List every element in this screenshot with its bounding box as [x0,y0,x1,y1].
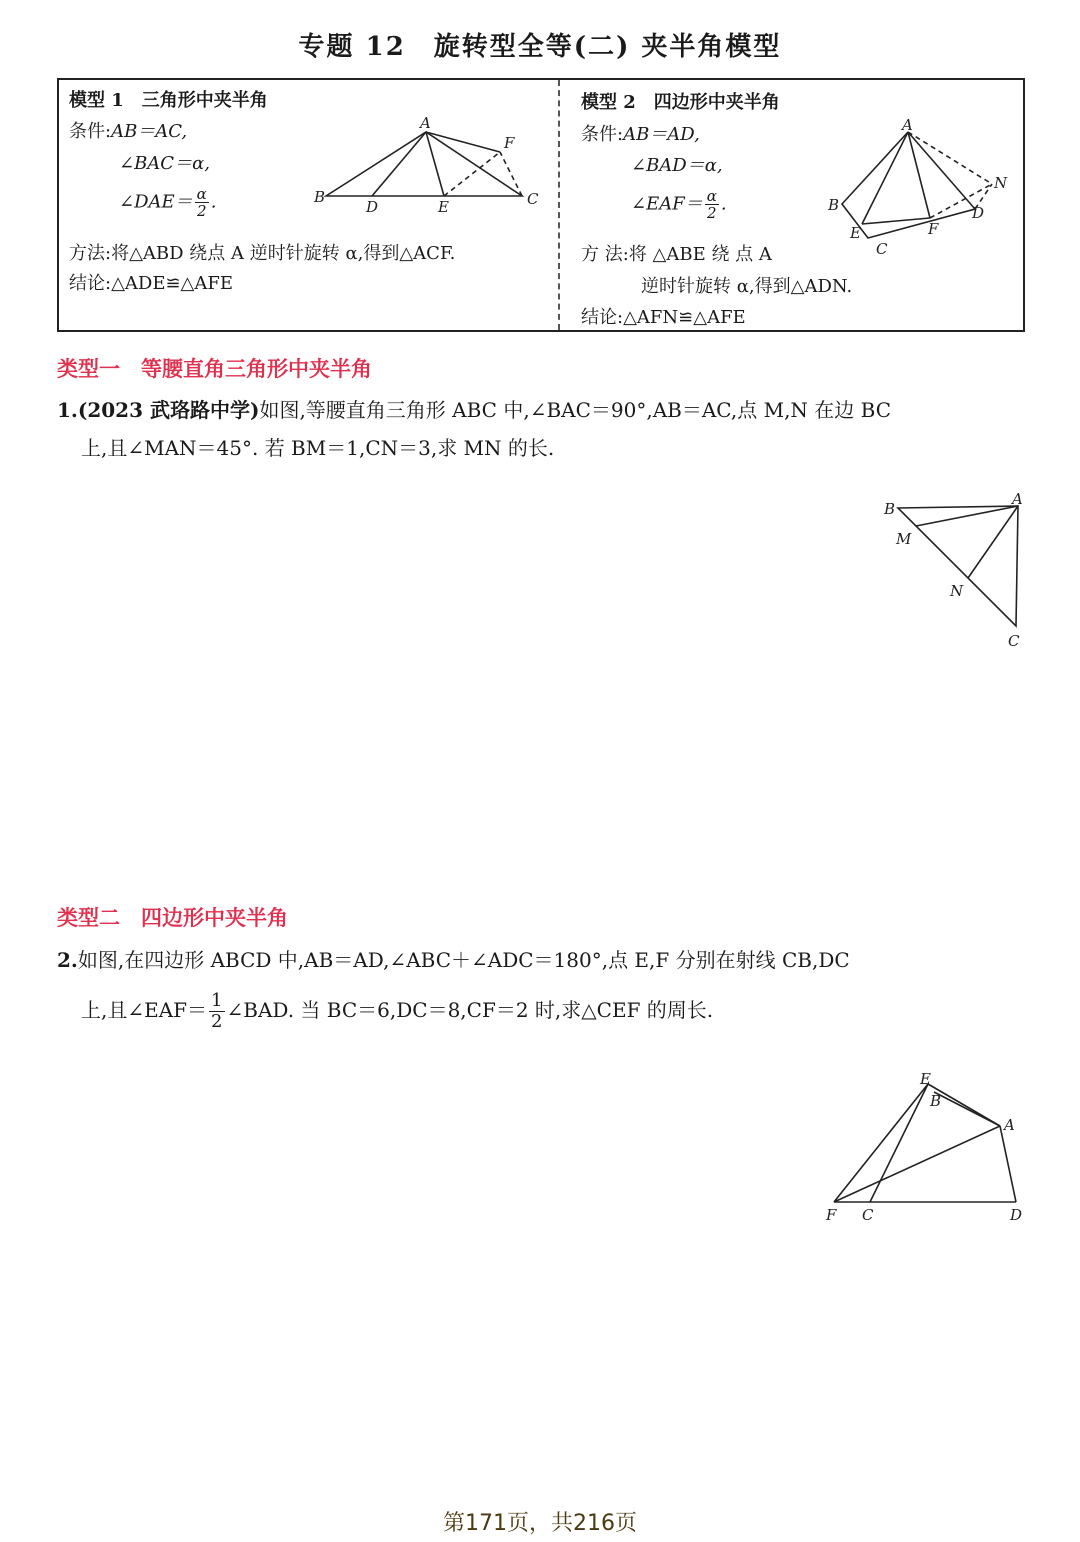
model2-figure [820,114,1020,262]
model1-label-d: D [366,198,379,216]
problem2-line2-prefix: 上,且∠EAF＝ [81,998,208,1022]
figure1-line-an [968,506,1018,578]
model1-method: 方法:将△ABD 绕点 A 逆时针旋转 α,得到△ACF. [69,243,456,264]
model2-label-a: A [902,116,913,134]
model1-label-f: F [504,134,515,152]
figure2-label-d: D [1010,1206,1023,1224]
problem1-line1: 如图,等腰直角三角形 ABC 中,∠BAC＝90°,AB＝AC,点 M,N 在边 BC [259,398,892,422]
model2-condition [581,120,700,146]
model1-cond1: AB＝AC, [111,121,188,142]
model1-label-b: B [314,188,326,206]
model1-line-af [426,132,500,152]
model2-cond2: ∠BAD＝α, [631,155,723,176]
model2-cond1: AB＝AD, [623,124,700,145]
model2-line-ef [862,218,930,224]
model1-label-a: A [420,114,431,132]
problem2-frac-num: 1 [211,990,223,1011]
figure2-line-ad [1000,1126,1016,1202]
model1-condition-label: 条件: [69,121,112,142]
model1-cond3-prefix: ∠DAE＝ [119,191,193,213]
model1-label-e: E [438,198,449,216]
problem1 [57,391,1037,467]
problem2-fraction [209,991,224,1032]
problem2-line2 [57,991,1047,1032]
model2-label-d: D [972,204,985,222]
problem2-line1: 如图,在四边形 ABCD 中,AB＝AD,∠ABC＋∠ADC＝180°,点 E,F 分别在射线 CB,DC [77,948,850,972]
figure2-line-af [834,1126,1000,1202]
model2-label-f: F [928,220,939,238]
model1-conclusion: 结论:△ADE≌△AFE [69,273,234,294]
problem2-line2-suffix: ∠BAD. 当 BC＝6,DC＝8,CF＝2 时,求△CEF 的周长. [226,998,714,1022]
model1-cond2: ∠BAC＝α, [119,153,210,174]
figure1-label-m: M [896,530,912,548]
model2-cond3-num: α [706,187,717,205]
model2-cond3-den: 2 [707,204,717,222]
problem2-number: 2. [57,948,78,972]
figure1-triangle-abc [898,506,1018,626]
figure2-label-b: B [930,1092,942,1110]
figure1-line-am [916,506,1018,526]
figure2-label-a: A [1004,1116,1015,1134]
figure2-line-ec [870,1084,928,1202]
problem2-frac-den: 2 [211,1011,223,1032]
model1-label-c: C [527,190,539,208]
figure2-label-c: C [862,1206,874,1224]
model2-heading: 模型 2 四边形中夹半角 [581,92,780,113]
model2-label-c: C [876,240,888,258]
model2-label-b: B [828,196,840,214]
model2-method-line2: 逆时针旋转 α,得到△ADN. [641,276,853,297]
model1-figure [300,112,550,222]
figure1-label-c: C [1008,632,1020,650]
model1-cond3-fraction [195,186,209,219]
problem1-line2: 上,且∠MAN＝45°. 若 BM＝1,CN＝3,求 MN 的长. [81,436,555,460]
figure2-label-f: F [826,1206,837,1224]
model1-line-ef [444,152,500,196]
type1-heading: 类型一 等腰直角三角形中夹半角 [57,357,372,381]
figure2 [820,1066,1035,1232]
model1-triangle-abc [326,132,522,196]
model1-line-ad [372,132,426,196]
model2-conclusion: 结论:△AFN≌△AFE [581,307,746,328]
model-divider [558,80,560,330]
type2-heading: 类型二 四边形中夹半角 [57,906,288,930]
model1-cond3-suffix: . [210,191,217,213]
figure2-label-e: E [920,1070,931,1088]
figure1-label-b: B [884,500,896,518]
figure1 [872,486,1042,656]
model2-method-line1: 方 法:将 △ABE 绕 点 A [581,244,772,265]
figure2-line-ef [834,1084,928,1202]
problem2 [57,941,1047,1032]
model1-cond3 [119,186,217,219]
model2-cond3-fraction [705,188,719,221]
model2-quad-abcd [842,132,975,238]
model1-heading: 模型 1 三角形中夹半角 [69,90,268,111]
model2-cond3 [631,188,727,221]
model2-cond3-suffix: . [720,193,727,215]
model2-label-e: E [850,224,861,242]
model1-cond3-den: 2 [196,202,207,220]
model2-label-n: N [994,174,1008,192]
model1-cond3-num: α [196,185,207,203]
problem1-source: (2023 武珞路中学) [77,398,260,422]
problem1-number: 1. [57,398,78,422]
figure1-label-n: N [950,582,964,600]
model2-line-an [908,132,992,184]
figure1-label-a: A [1012,490,1023,508]
page-title: 专题 12 旋转型全等(二) 夹半角模型 [298,32,782,62]
model1-condition [69,117,187,143]
model2-cond3-prefix: ∠EAF＝ [631,193,703,215]
model2-condition-label: 条件: [581,124,624,145]
page-footer: 第171页，共216页 [443,1511,637,1536]
model2-line-ae [862,132,908,224]
